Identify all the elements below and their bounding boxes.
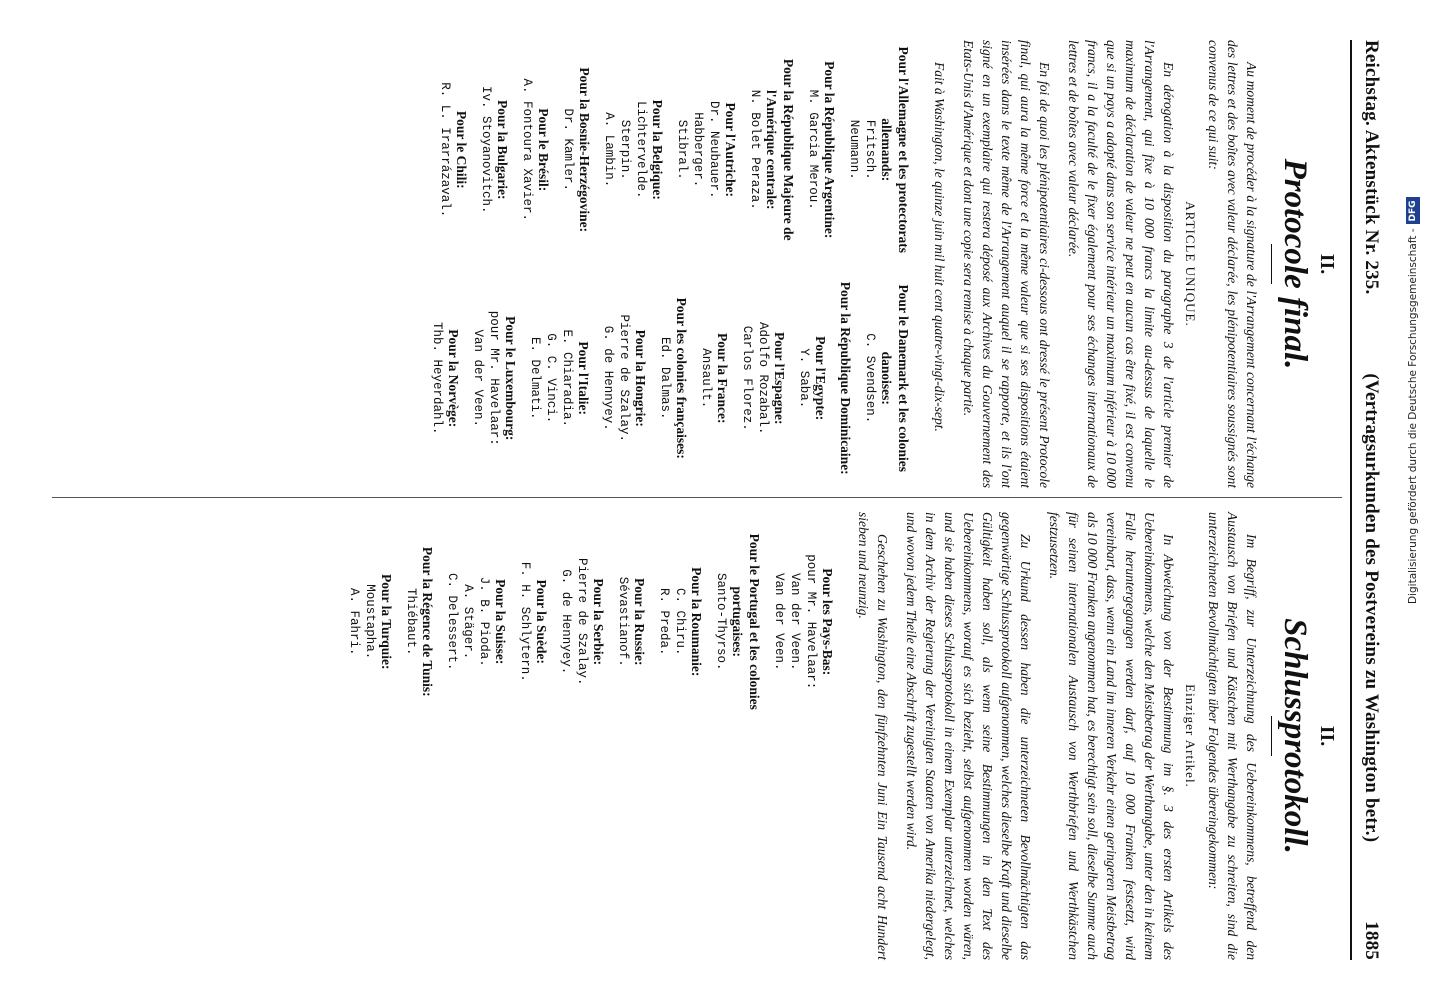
signature-block (739, 268, 788, 488)
signatory-country: Pour la Suisse: (493, 579, 508, 665)
signatory-country: Pour les colonies françaises: (674, 297, 689, 459)
signature-block (615, 512, 648, 732)
signature-block (601, 40, 666, 260)
signatory-country: Pour l'Espagne: (772, 332, 787, 425)
header-rule (1350, 40, 1352, 960)
signatory-country: Pour le Chili: (454, 110, 469, 189)
signatory-country: Pour la Hongrie: (633, 329, 648, 427)
signatory-name: Van der Veen. (772, 572, 786, 671)
signature-block (747, 40, 797, 260)
signature-block (403, 512, 436, 732)
fait-paragraph: Fait à Washington, le quinze juin mil huit cent quatre-vingt-dix-sept. (932, 62, 947, 432)
signature-block (713, 512, 763, 732)
signatory-name: C. Delessert. (445, 572, 459, 671)
signatory-name: C. Chiru. (673, 588, 687, 656)
signatory-country: Pour la République Majeure de l'Amérique centrale: (764, 58, 796, 241)
german-column (338, 512, 1342, 960)
signatory-name: J. B. Pioda. (477, 576, 491, 667)
signatory-name: Lichtervelde. (634, 100, 648, 199)
signatory-name: Stibral. (675, 119, 689, 180)
signatory-country: Pour la Norvège: (446, 329, 461, 428)
signatory-name: Fritsch. (863, 119, 877, 180)
intro-paragraph: Im Begriff, zur Unterzeichnung des Uebereinkommens, betreffend den Austausch von Briefen und Kästchen mit Werthangabe zu schreiten, sind die unterzeichneten Bevollmächtigten über Folgendes übereingekommen: (1206, 512, 1259, 960)
signatory-country: Pour la Bosnie-Herzégovine: (577, 67, 592, 233)
signatory-name: Moustapha. (363, 584, 377, 660)
signatory-country: Pour les Pays-Bas: (820, 568, 835, 676)
signatory-name: pour Mr. Havelaar: (804, 554, 818, 690)
signature-block (437, 40, 470, 260)
signature-block (444, 512, 509, 732)
signatory-country: Pour la République Dominicaine: (838, 281, 853, 475)
signatures (338, 512, 836, 960)
signatory-country: Pour l'Autriche: (723, 102, 738, 198)
signatory-name: Sévastianof. (616, 576, 630, 667)
signatory-name: Carlos Florez. (740, 325, 754, 431)
running-head (1360, 40, 1382, 960)
french-column (421, 40, 1342, 488)
signatory-name: G. de Hennyey. (601, 325, 615, 431)
signature-block (560, 40, 593, 260)
running-head-left: Reichstag. Aktenstück Nr. 235. (1361, 40, 1382, 295)
signatory-name: C. Svendsen. (863, 333, 877, 424)
signature-block (674, 40, 739, 260)
title-rule (1271, 716, 1272, 756)
signatory-country: Pour la Belgique: (650, 99, 665, 200)
signature-block (346, 512, 395, 732)
signatory-name: Van der Veen. (471, 329, 485, 427)
signatory-name: Dr. Neubauer. (707, 100, 721, 199)
signature-block (837, 268, 854, 488)
signatory-name: E. Chiaradia. (560, 329, 574, 427)
signatory-name: E. Delmati. (528, 336, 542, 420)
dfg-logo: DFG (1406, 197, 1420, 224)
signatory-name: N. Bolet Peraza. (748, 89, 762, 210)
signatory-name: Y. Saba. (797, 348, 811, 409)
signatory-country: Pour le Danemark et les colonies danoises: (879, 284, 911, 473)
fait-paragraph: Geschehen zu Washington, den fünfzehnten Juni Ein Tausend acht Hundert sieben und neunzig. (856, 512, 890, 960)
signatory-name: Santo-Thyrso. (714, 572, 728, 671)
section-title: Schlussprotokoll. (1277, 618, 1313, 854)
signatory-country: Pour la Serbie: (591, 578, 606, 666)
signatory-name: Pierre de Szalay. (617, 314, 631, 442)
signature-block (527, 268, 592, 488)
article-paragraph: En dérogation à la disposition du paragraphe 3 de l'article premier de l'Arrangement, qui fixe à 10 000 francs la limite au-dessus de laquelle le maximum de déclaration de valeur ne peut en aucun cas être fixé, il est convenu que si un pays a adopté dans son service intérieur un maximum inférieur à 10 000 francs, il a la faculté de le fixer également pour ses échanges internationaux de lettres et de boîtes avec valeur déclarée. (1066, 40, 1176, 488)
signatory-name: G. de Hennyey. (559, 569, 573, 675)
signatory-country: Pour la Turquie: (379, 573, 394, 670)
signatory-name: Adolfo Rozabal. (756, 321, 770, 435)
signature-block (846, 40, 912, 260)
signatory-country: Pour le Brésil: (536, 108, 551, 192)
signatory-name: Iv. Stoyanovitch. (479, 85, 493, 214)
running-head-center: (Vertragsurkunden des Postvereins zu Washington betr.) (1361, 373, 1382, 843)
signatory-name: F. H. Schlytern. (518, 561, 532, 682)
section-number: II. (1316, 253, 1338, 275)
signatory-name: Habberger. (691, 112, 705, 188)
article-title: Einziger Artikel. (1183, 684, 1198, 788)
article-title: ARTICLE UNIQUE. (1183, 201, 1198, 327)
signature-block (771, 512, 836, 732)
signatory-name: R. L. Irarrázaval. (438, 82, 452, 218)
page-number: 1885 (1361, 921, 1382, 960)
signatory-name: M. Garcia Merou. (806, 89, 820, 210)
signature-block (656, 512, 705, 732)
signature-block (517, 512, 550, 732)
signatory-country: Pour l'Italie: (576, 341, 591, 416)
signatory-name: A. Stäger. (461, 584, 475, 660)
signatory-name: R. Preda. (657, 588, 671, 656)
signatures (421, 40, 912, 488)
section-title: Protocole final. (1277, 158, 1313, 370)
signatory-country: Pour l'Allemagne et les protectorats allemands: (879, 46, 911, 253)
signature-column (421, 40, 912, 260)
signatory-name: A. Fontoura Xavier. (520, 78, 534, 222)
signatory-name: A. Lambin. (602, 112, 616, 188)
signatory-name: Dr. Kamler. (561, 108, 575, 192)
signatory-name: G. C. Vinci. (544, 333, 558, 424)
signatory-country: Pour la Bulgarie: (495, 100, 510, 200)
digitization-note (1404, 200, 1422, 604)
signatory-country: Pour la Suède: (534, 579, 549, 665)
signatory-country: Pour la Roumanie: (689, 567, 704, 677)
signatory-country: Pour la France: (715, 333, 730, 424)
column-divider (52, 497, 1342, 498)
signature-block (862, 268, 912, 488)
signatory-name: Ansault. (699, 348, 713, 409)
signature-block (698, 268, 731, 488)
signatory-country: Pour le Luxembourg: (503, 316, 518, 441)
signatory-name: Sterpin. (618, 119, 632, 180)
signatory-name: A. Fahri. (347, 588, 361, 656)
signature-block (805, 40, 838, 260)
signatory-name: Thb. Heyerdahl. (430, 321, 444, 435)
digitization-text: Digitalisierung gefördert durch die Deutsche Forschungsgemeinschaft - (1407, 228, 1419, 604)
signatory-name: Neumann. (847, 119, 861, 180)
signature-block (470, 268, 519, 488)
signatory-name: pour Mr. Havelaar: (487, 310, 501, 446)
foi-paragraph: Zu Urkund dessen haben die unterzeichneten Bevollmächtigten das gegenwärtige Schlussprotokoll aufgenommen, welches dieselbe Kraft und dieselbe Gültigkeit haben soll, als wenn seine Bestimmungen in den Text des Uebereinkommens, worauf es sich bezieht, selbst aufgenommen worden wären, und sie haben dieses Schlussprotokoll in einem Exemplar unterzeichnet, welches in dem Archiv der Regierung der Vereinigten Staaten von Amerika niedergelegt, und wovon jedem Theile eine Abschrift zugestellt werden wird. (904, 512, 1033, 960)
signature-column (338, 512, 836, 732)
foi-paragraph: En foi de quoi les plénipotentiaires ci-dessous ont dressé le présent Protocole final, qui aura la même force et la même valeur que si ses dispositions étaient insérées dans le texte même de l'Arrangement auquel il se rapporte, et ils l'ont signé en un exemplaire qui restera déposé aux Archives du Gouvernement des Etats-Unis d'Amérique et dont une copie sera remise à chaque partie. (961, 40, 1052, 488)
signatory-country: Pour le Portugal et les colonies portugaises: (730, 533, 762, 710)
signatory-name: Ed. Dalmas. (658, 336, 672, 420)
section-number: II. (1316, 725, 1338, 747)
signature-block (478, 40, 511, 260)
signature-block (519, 40, 552, 260)
signature-block (558, 512, 607, 732)
signature-block (600, 268, 649, 488)
signatory-name: Thiébaut. (404, 588, 418, 656)
title-rule (1271, 244, 1272, 284)
signatory-name: Van der Veen. (788, 572, 802, 671)
signature-block (429, 268, 462, 488)
signature-block (796, 268, 829, 488)
signatory-country: Pour la République Argentine: (822, 61, 837, 239)
article-paragraph: In Abweichung von der Bestimmung im §. 3 des ersten Artikels des Uebereinkommens, welche den Meistbetrag der Werthangabe, unter den in keinem Falle heruntergegangen werden darf, auf 10 000 Franken festsetzt, wird vereinbart, dass, wenn ein Land im inneren Verkehr einen geringeren Meistbetrag als 10 000 Franken angenommen hat, es berechtigt sein soll, dieselbe Summe auch für seinen internationalen Austausch von Werthbriefen und Werthkästchen festzusetzen. (1047, 512, 1176, 960)
signatory-country: Pour la Régence de Tunis: (420, 546, 435, 697)
signatory-name: Pierre de Szalay. (575, 557, 589, 686)
intro-paragraph: Au moment de procéder à la signature de l'Arrangement concernant l'échange des lettres et des boîtes avec valeur déclarée, les plénipotentiaires soussignés sont convenus de ce qui suit: (1206, 40, 1259, 488)
signatory-country: Pour l'Egypte: (813, 336, 828, 421)
signature-block (657, 268, 690, 488)
signature-column (421, 268, 912, 488)
signatory-country: Pour la Russie: (632, 578, 647, 666)
